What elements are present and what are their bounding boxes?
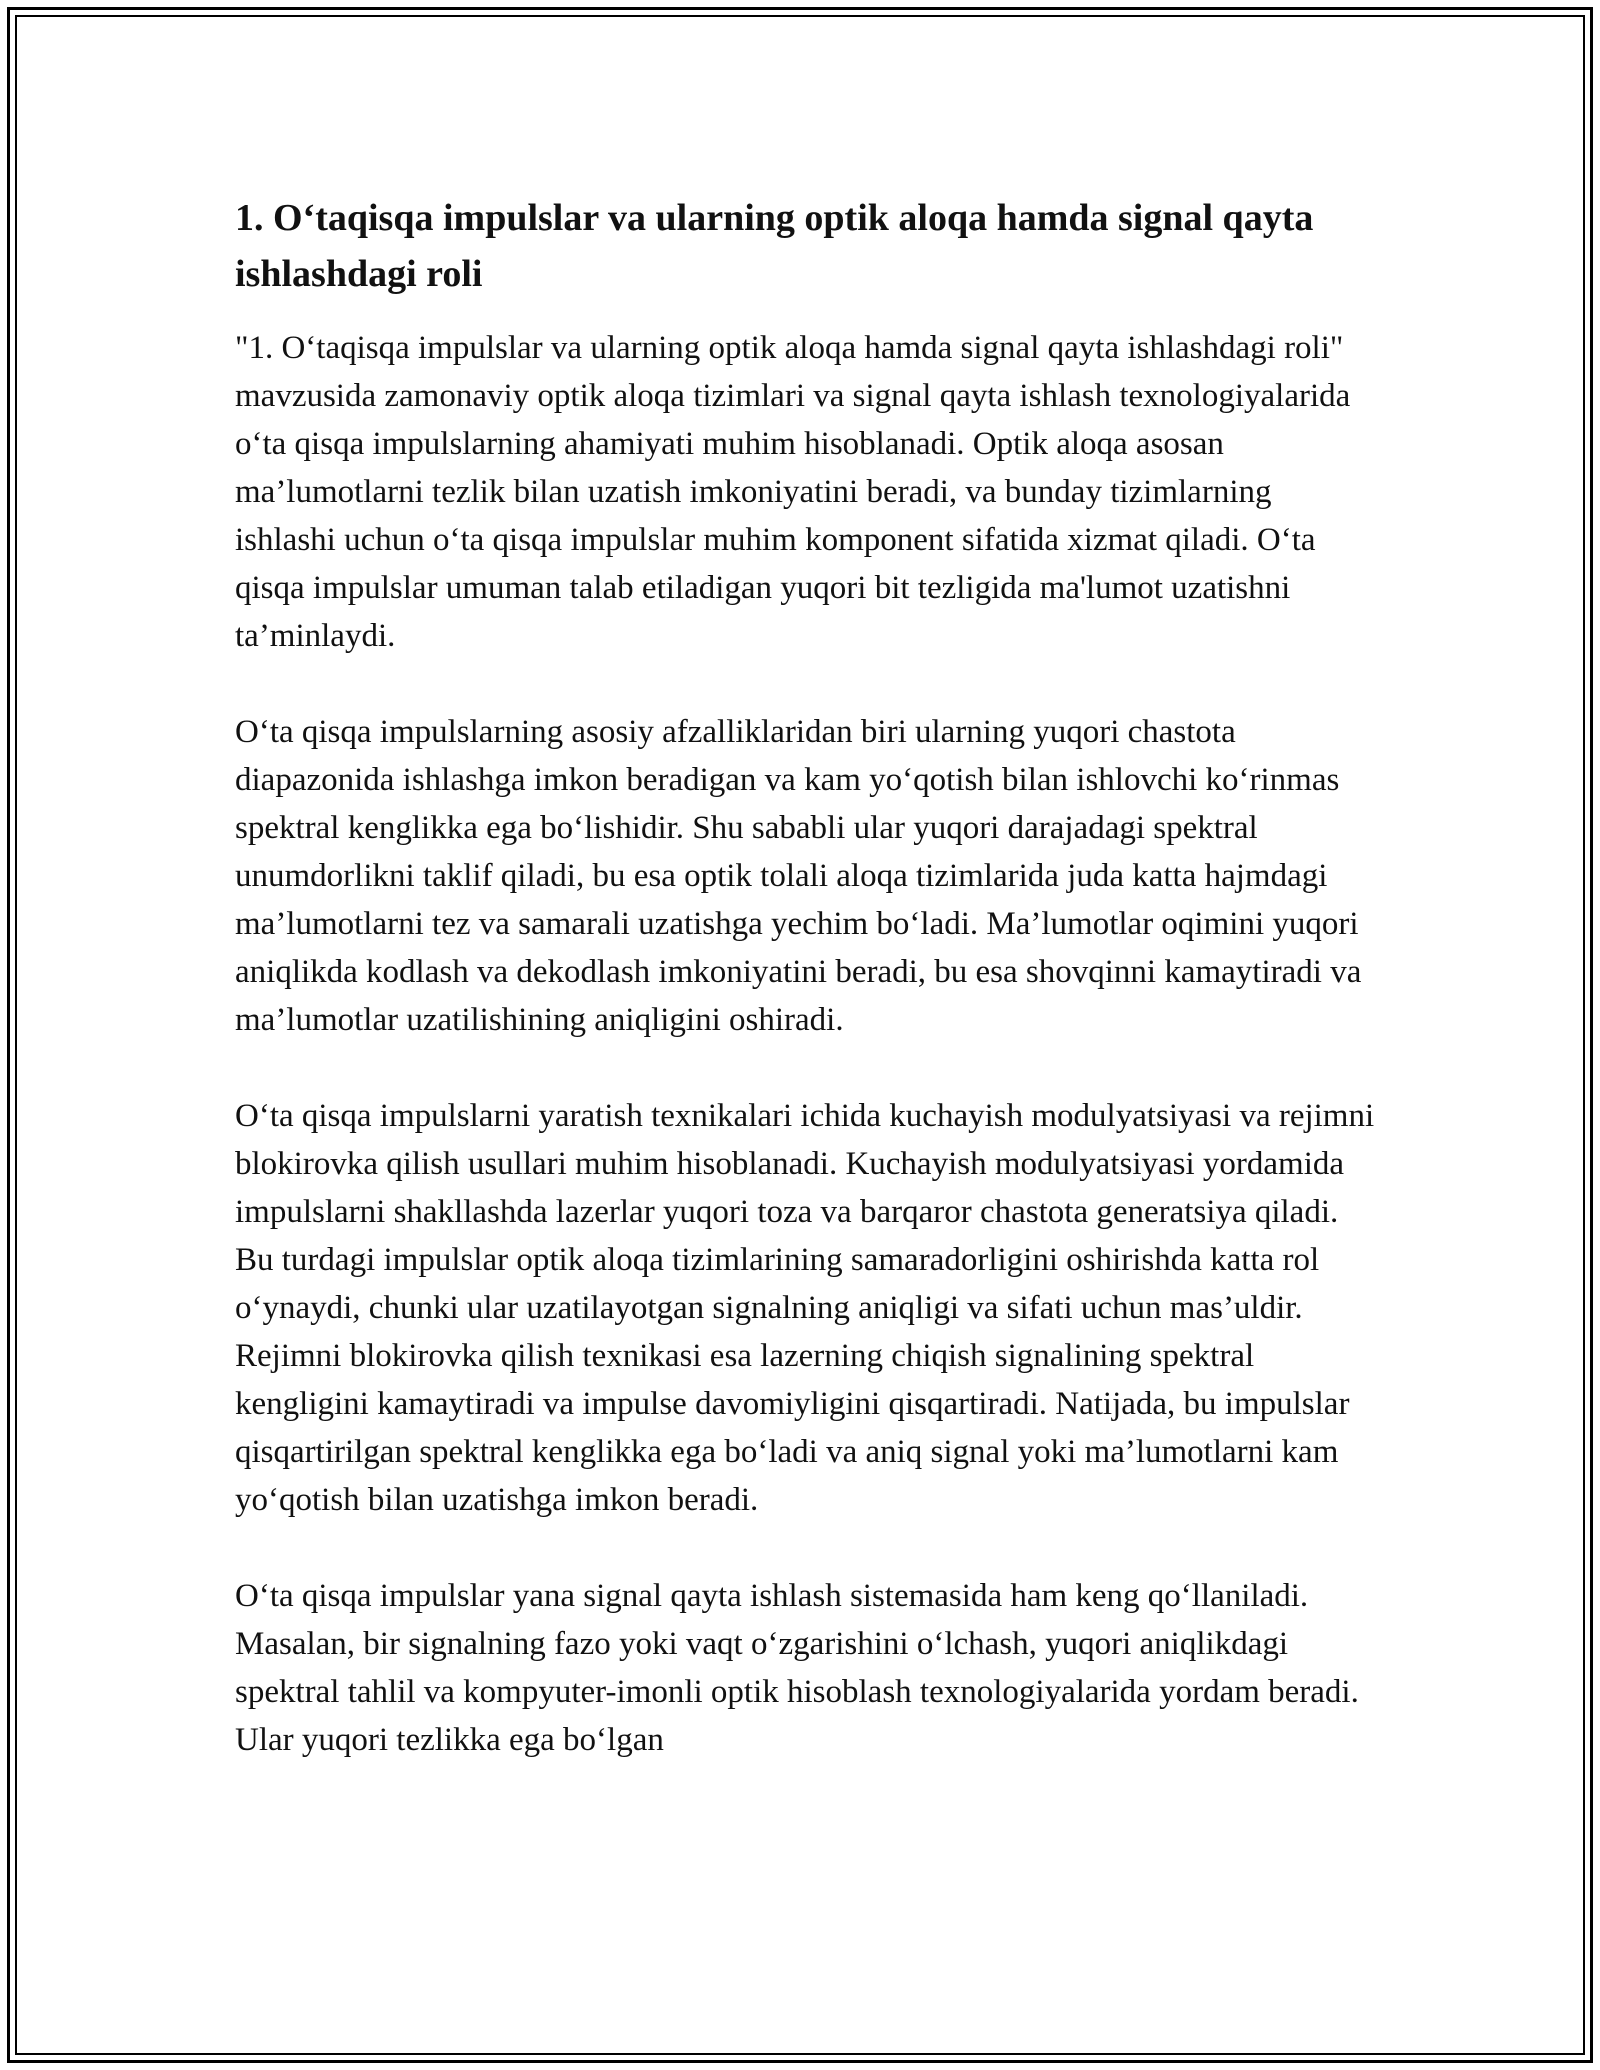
- paragraph-3: O‘ta qisqa impulslarni yaratish texnikalari ichida kuchayish modulyatsiyasi va rejimni blokirovka qilish usullari muhim hisoblanadi. Kuchayish modulyatsiyasi yordamida impulslarni shakllashda lazerlar yuqori toza va barqaror chastota generatsiya qiladi. Bu turdagi impulslar optik aloqa tizimlarining samaradorligini oshirishda katta rol o‘ynaydi, chunki ular uzatilayotgan signalning aniqligi va sifati uchun mas’uldir. Rejimni blokirovka qilish texnikasi esa lazerning chiqish signalining spektral kengligini kamaytiradi va impulse davomiyligini qisqartiradi. Natijada, bu impulslar qisqartirilgan spektral kenglikka ega bo‘ladi va aniq signal yoki ma’lumotlarni kam yo‘qotish bilan uzatishga imkon beradi.: [235, 1098, 1375, 1518]
- paragraph-4: O‘ta qisqa impulslar yana signal qayta ishlash sistemasida ham keng qo‘llaniladi. Masalan, bir signalning fazo yoki vaqt o‘zgarishini o‘lchash, yuqori aniqlikdagi spektral tahlil va kompyuter-imonli optik hisoblash texnologiyalarida yordam beradi. Ular yuqori tezlikka ega bo‘lgan: [235, 1578, 1359, 1758]
- document-heading: 1. O‘taqisqa impulslar va ularning optik aloqa hamda signal qayta ishlashdagi roli: [235, 197, 1314, 295]
- document-body: [235, 190, 1375, 1764]
- paragraph-2: O‘ta qisqa impulslarning asosiy afzalliklaridan biri ularning yuqori chastota diapazonida ishlashga imkon beradigan va kam yo‘qotish bilan ishlovchi ko‘rinmas spektral kenglikka ega bo‘lishidir. Shu sababli ular yuqori darajadagi spektral unumdorlikni taklif qiladi, bu esa optik tolali aloqa tizimlarida juda katta hajmdagi ma’lumotlarni tez va samarali uzatishga yechim bo‘ladi. Ma’lumotlar oqimini yuqori aniqlikda kodlash va dekodlash imkoniyatini beradi, bu esa shovqinni kamaytiradi va ma’lumotlar uzatilishining aniqligini oshiradi.: [235, 714, 1362, 1038]
- paragraph-1: "1. O‘taqisqa impulslar va ularning optik aloqa hamda signal qayta ishlashdagi roli" mavzusida zamonaviy optik aloqa tizimlari va signal qayta ishlash texnologiyalarida o‘ta qisqa impulslarning ahamiyati muhim hisoblanadi. Optik aloqa asosan ma’lumotlarni tezlik bilan uzatish imkoniyatini beradi, va bunday tizimlarning ishlashi uchun o‘ta qisqa impulslar muhim komponent sifatida xizmat qiladi. O‘ta qisqa impulslar umuman talab etiladigan yuqori bit tezligida ma'lumot uzatishni ta’minlaydi.: [235, 330, 1351, 654]
